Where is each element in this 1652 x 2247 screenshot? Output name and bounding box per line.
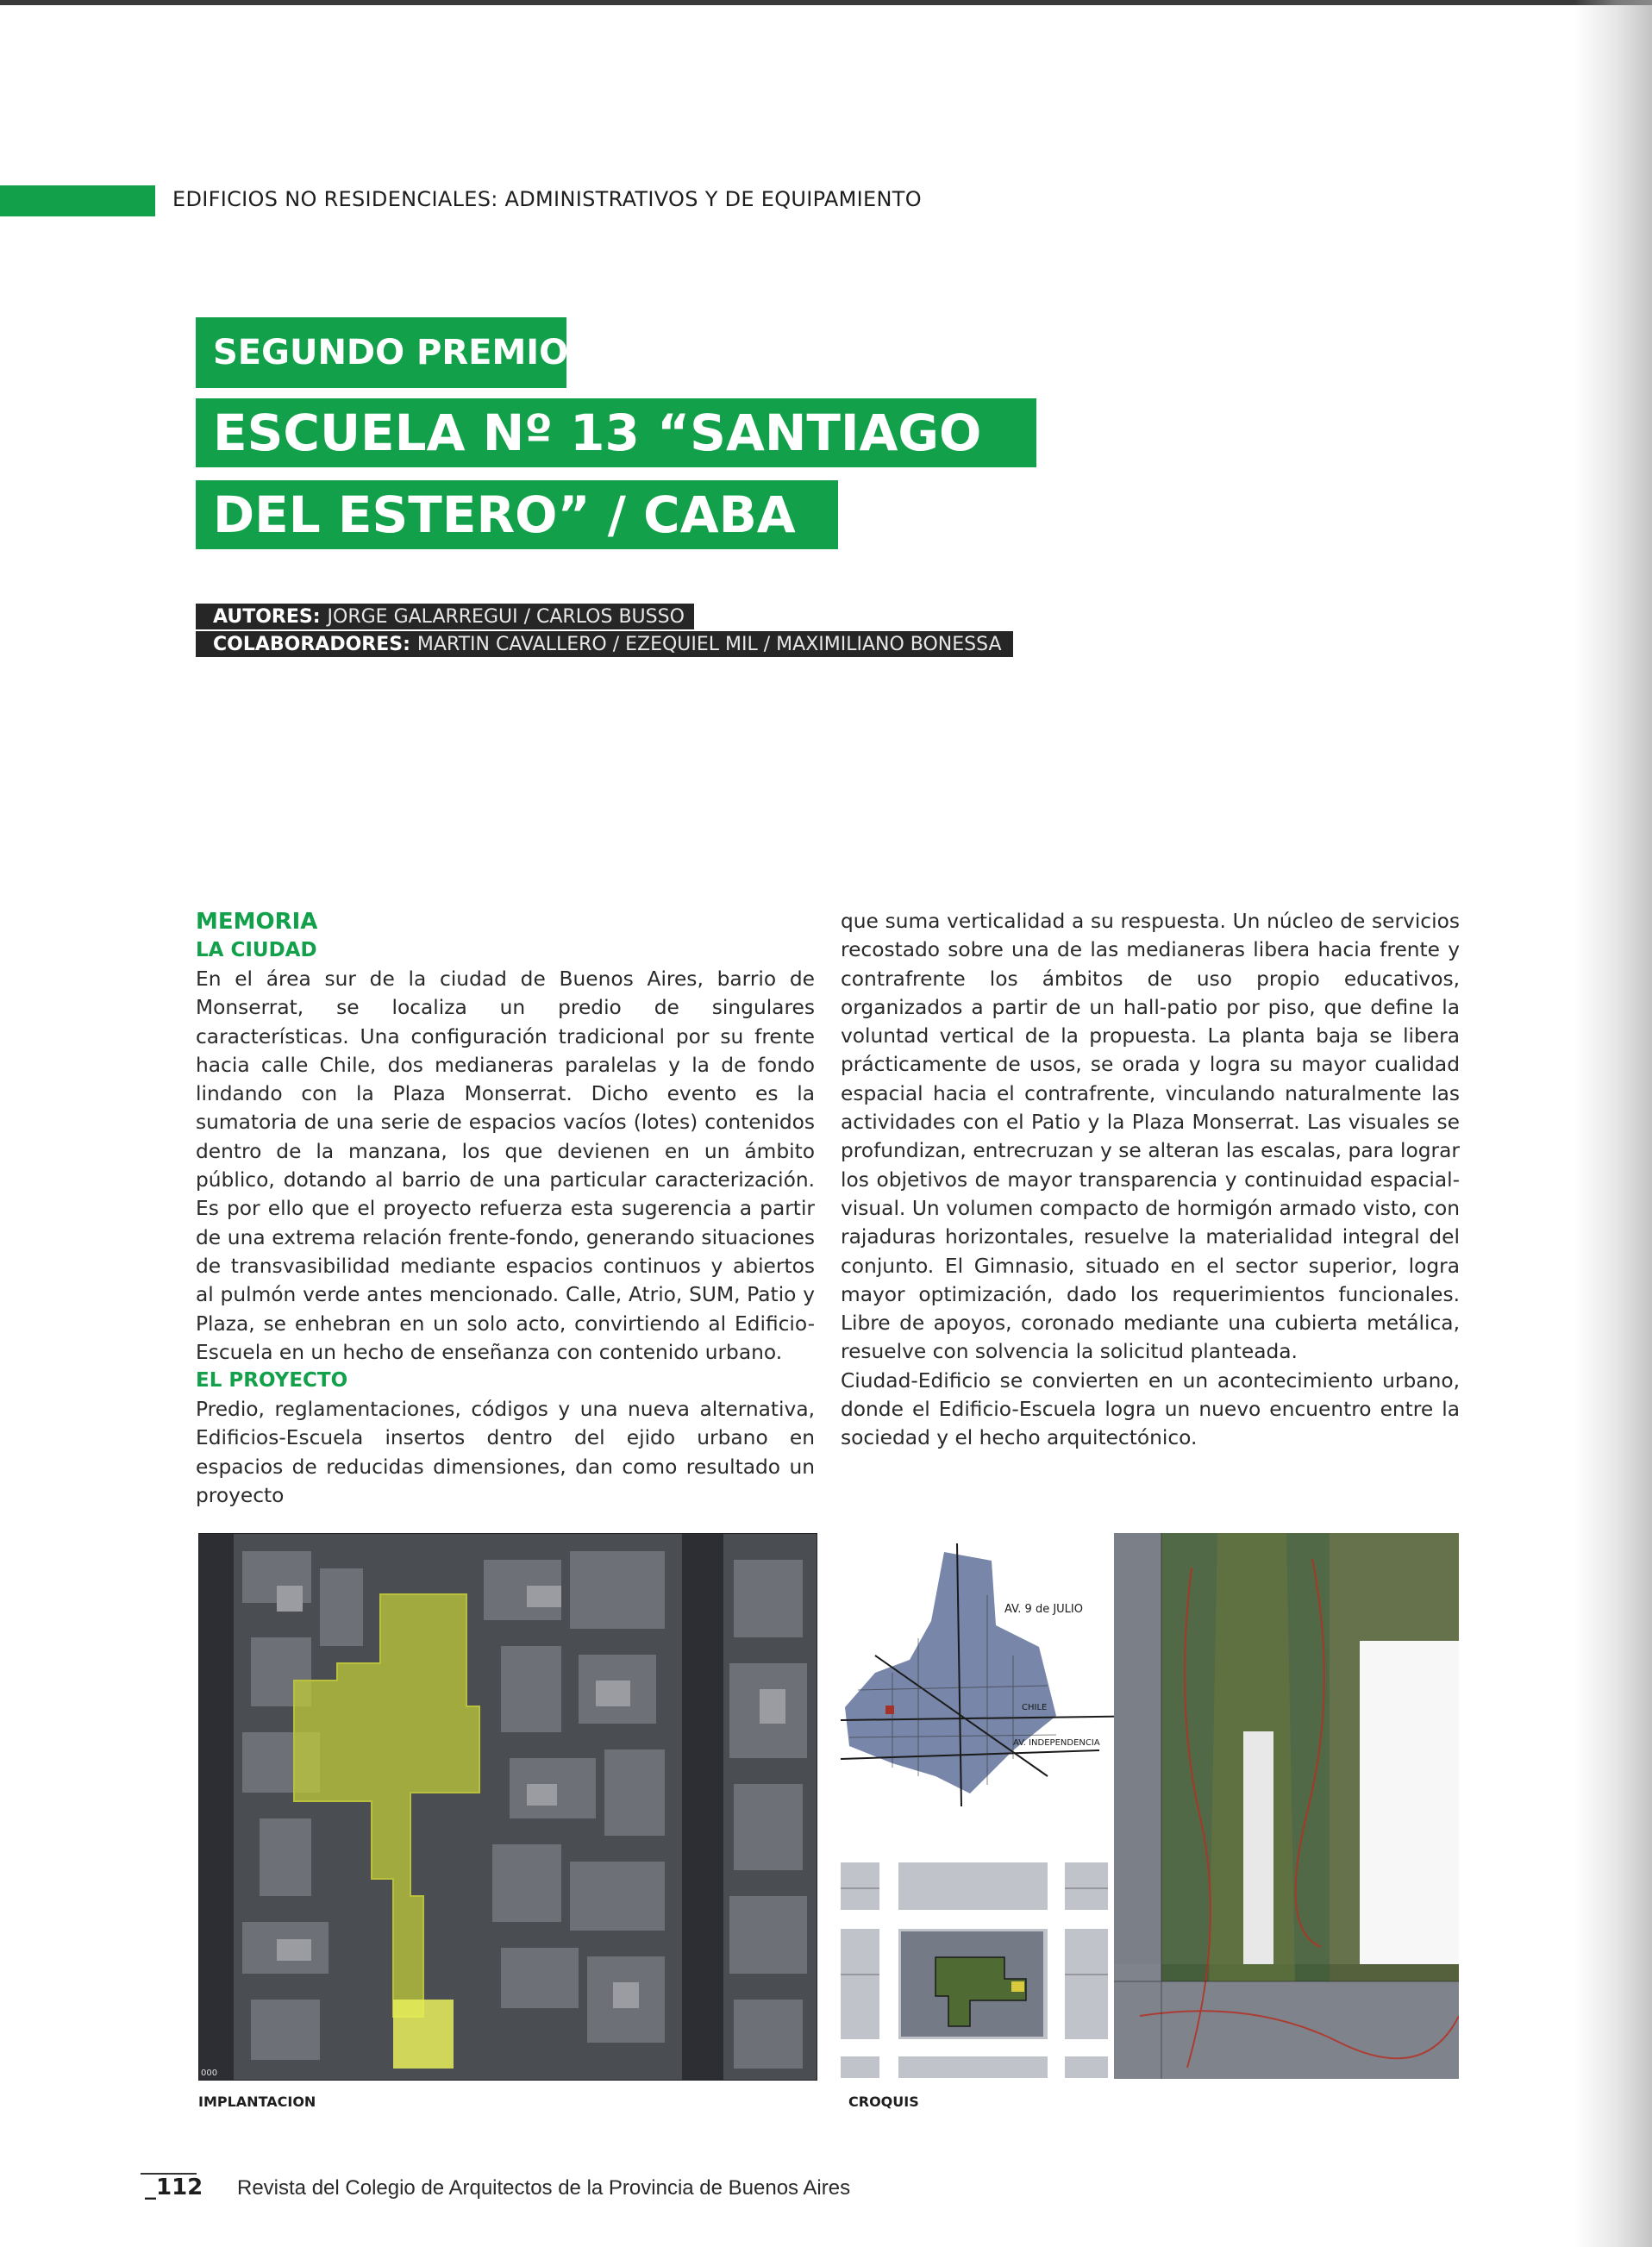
award-banner: [196, 317, 569, 388]
sketch-label-street2: AV. INDEPENDENCIA: [1013, 1738, 1100, 1748]
sketch-label-street1: CHILE: [1022, 1703, 1048, 1712]
croquis-location-sketch: [841, 1543, 1155, 1806]
text-column-right: [841, 907, 1460, 1453]
proyecto-paragraph-continued: que suma verticalidad a su respuesta. Un núcleo de servicios recostado sobre una de las medianeras libera hacia frente y contrafrente los ámbitos de uso propio educativos, organizados a partir de un hall-patio por piso, que define la voluntad vertical de la propuesta. La planta baja se libera prácticamente de usos, se orada y logra su mayor cualidad espacial hacia el contrafrente, vinculando naturalmente las actividades con el Patio y la Plaza Monserrat. Las visuales se profundizan, entrecruzan y se alteran las escalas, para lograr los objetivos de mayor transparencia y continuidad espacial-visual. Un volumen compacto de hormigón armado visto, con rajaduras horizontales, resuelve la materialidad integral del conjunto. El Gimnasio, situado en el sector superior, logra mayor optimización, dado los requerimientos funcionales. Libre de apoyos, coronado mediante una cubierta metálica, resuelve con solvencia la solicitud planteada.: [841, 910, 1460, 1364]
location-sketch-graphic: [841, 1543, 1155, 1806]
collaborators-label: COLABORADORES:: [213, 633, 410, 655]
title-line2: DEL ESTERO” / CABA: [213, 485, 796, 544]
top-rule: [0, 0, 1652, 5]
ciudad-paragraph: En el área sur de la ciudad de Buenos Aires, barrio de Monserrat, se localiza un predio de singulares características. Una configuración tradicional por su frente hacia calle Chile, dos medianeras paralelas y la de fondo lindando con la Plaza Monserrat. Dicho evento es la sumatoria de una serie de espacios vacíos (lotes) contenidos dentro de la manzana, los que devienen en un ámbito público, dotando al barrio de una particular caracterización. Es por ello que el proyecto refuerza esta sugerencia a partir de una extrema relación frente-fondo, generando situaciones de transvasibilidad mediante espacios continuos y abiertos al pulmón verde antes mencionado. Calle, Atrio, SUM, Patio y Plaza, se enhebran en un solo acto, convirtiendo al Edificio-Escuela en un hecho de enseñanza con contenido urbano.: [196, 967, 815, 1364]
implantacion-caption: IMPLANTACION: [198, 2094, 316, 2110]
award-label: SEGUNDO PREMIO: [213, 333, 569, 372]
publication-name: Revista del Colegio de Arquitectos de la Provincia de Buenos Aires: [237, 2176, 851, 2200]
closing-paragraph: Ciudad-Edificio se convierten en un acontecimiento urbano, donde el Edificio-Escuela logra un nuevo encuentro entre la sociedad y el hecho arquitectónico.: [841, 1368, 1460, 1450]
proyecto-heading: EL PROYECTO: [196, 1369, 348, 1393]
authors-label: AUTORES:: [213, 605, 321, 628]
sketch-label-avenue: AV. 9 de JULIO: [1004, 1603, 1083, 1616]
collaborators-bar: [196, 631, 1013, 657]
memoria-heading: MEMORIA: [196, 909, 318, 935]
title-banner-line2: [196, 480, 838, 549]
croquis-caption: CROQUIS: [848, 2094, 919, 2110]
authors-bar: [196, 604, 694, 629]
plan-sketch-graphic: [1114, 1533, 1459, 2079]
croquis-plan-sketch: [1114, 1533, 1459, 2079]
ciudad-heading: LA CIUDAD: [196, 939, 317, 961]
authors-names: JORGE GALARREGUI / CARLOS BUSSO: [327, 605, 685, 628]
croquis-block-sketch: [841, 1862, 1108, 2078]
section-title: EDIFICIOS NO RESIDENCIALES: ADMINISTRATIVOS Y DE EQUIPAMIENTO: [172, 187, 922, 211]
text-column-left: [196, 907, 815, 1510]
collaborators-names: MARTIN CAVALLERO / EZEQUIEL MIL / MAXIMILIANO BONESSA: [416, 633, 1002, 655]
proyecto-paragraph-start: Predio, reglamentaciones, códigos y una nueva alternativa, Edificios-Escuela insertos dentro del ejido urbano en espacios de reducidas dimensiones, dan como resultado un proyecto: [196, 1398, 815, 1508]
title-line1: ESCUELA Nº 13 “SANTIAGO: [213, 404, 982, 462]
scale-label: 000: [201, 2069, 218, 2078]
page-number: _112: [145, 2175, 203, 2200]
page-edge-shadow: [1574, 0, 1652, 2247]
section-marker: [0, 185, 155, 216]
implantacion-aerial-photo: [198, 1533, 817, 2081]
aerial-photo-graphic: [199, 1534, 817, 2080]
title-banner-line1: [196, 398, 1036, 467]
block-sketch-graphic: [841, 1862, 1108, 2078]
